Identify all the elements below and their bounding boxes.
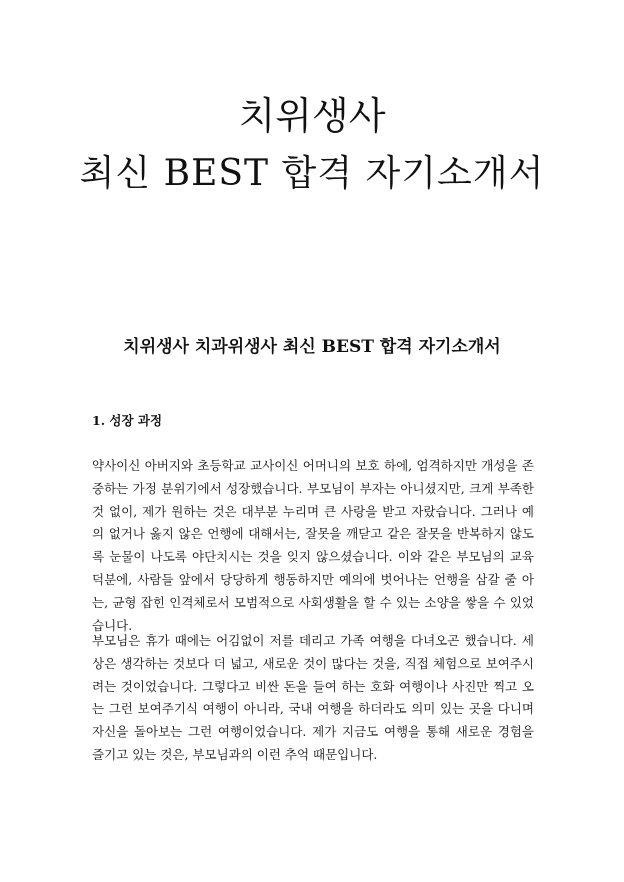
section-heading-growth: 1. 성장 과정 [92, 413, 163, 428]
paragraph-1: 약사이신 아버지와 초등학교 교사이신 어머니의 보호 하에, 엄격하지만 개성을 존중하는 가정 분위기에서 성장했습니다. 부모님이 부자는 아니셨지만, 크게 부족한 것 없이, 제가 원하는 것은 대부분 누리며 큰 사랑을 받고 자랐습니다. 그러나 예의 없거나 옳지 않은 언행에 대해서는, 잘못을 깨닫고 같은 잘못을 반복하지 않도록 눈물이 나도록 야단치시는 것을 잊지 않으셨습니다. 이와 같은 부모님의 교육 덕분에, 사람들 앞에서 당당하게 행동하지만 예의에 벗어나는 언행을 삼갈 줄 아는, 균형 잡힌 인격체로서 모범적으로 사회생활을 할 수 있는 소양을 쌓을 수 있었습니다. [92, 458, 534, 633]
document-subtitle: 치위생사 치과위생사 최신 BEST 합격 자기소개서 [123, 337, 501, 357]
document-title-line2: 최신 BEST 합격 자기소개서 [79, 153, 545, 194]
paragraph-2: 부모님은 휴가 때에는 어김없이 저를 데리고 가족 여행을 다녀오곤 했습니다. 세상은 생각하는 것보다 더 넓고, 새로운 것이 많다는 것을, 직접 체험으로 보여주시려는 것이었습니다. 그렇다고 비싼 돈을 들여 하는 호화 여행이나 사진만 찍고 오는 그런 보여주기식 여행이 아니라, 국내 여행을 하더라도 의미 있는 곳을 다니며 자신을 돌아보는 그런 여행이었습니다. 제가 지금도 여행을 통해 새로운 경험을 즐기고 있는 것은, 부모님과의 이런 추억 때문입니다. [92, 633, 534, 762]
document-title-line1: 치위생사 [238, 94, 386, 138]
